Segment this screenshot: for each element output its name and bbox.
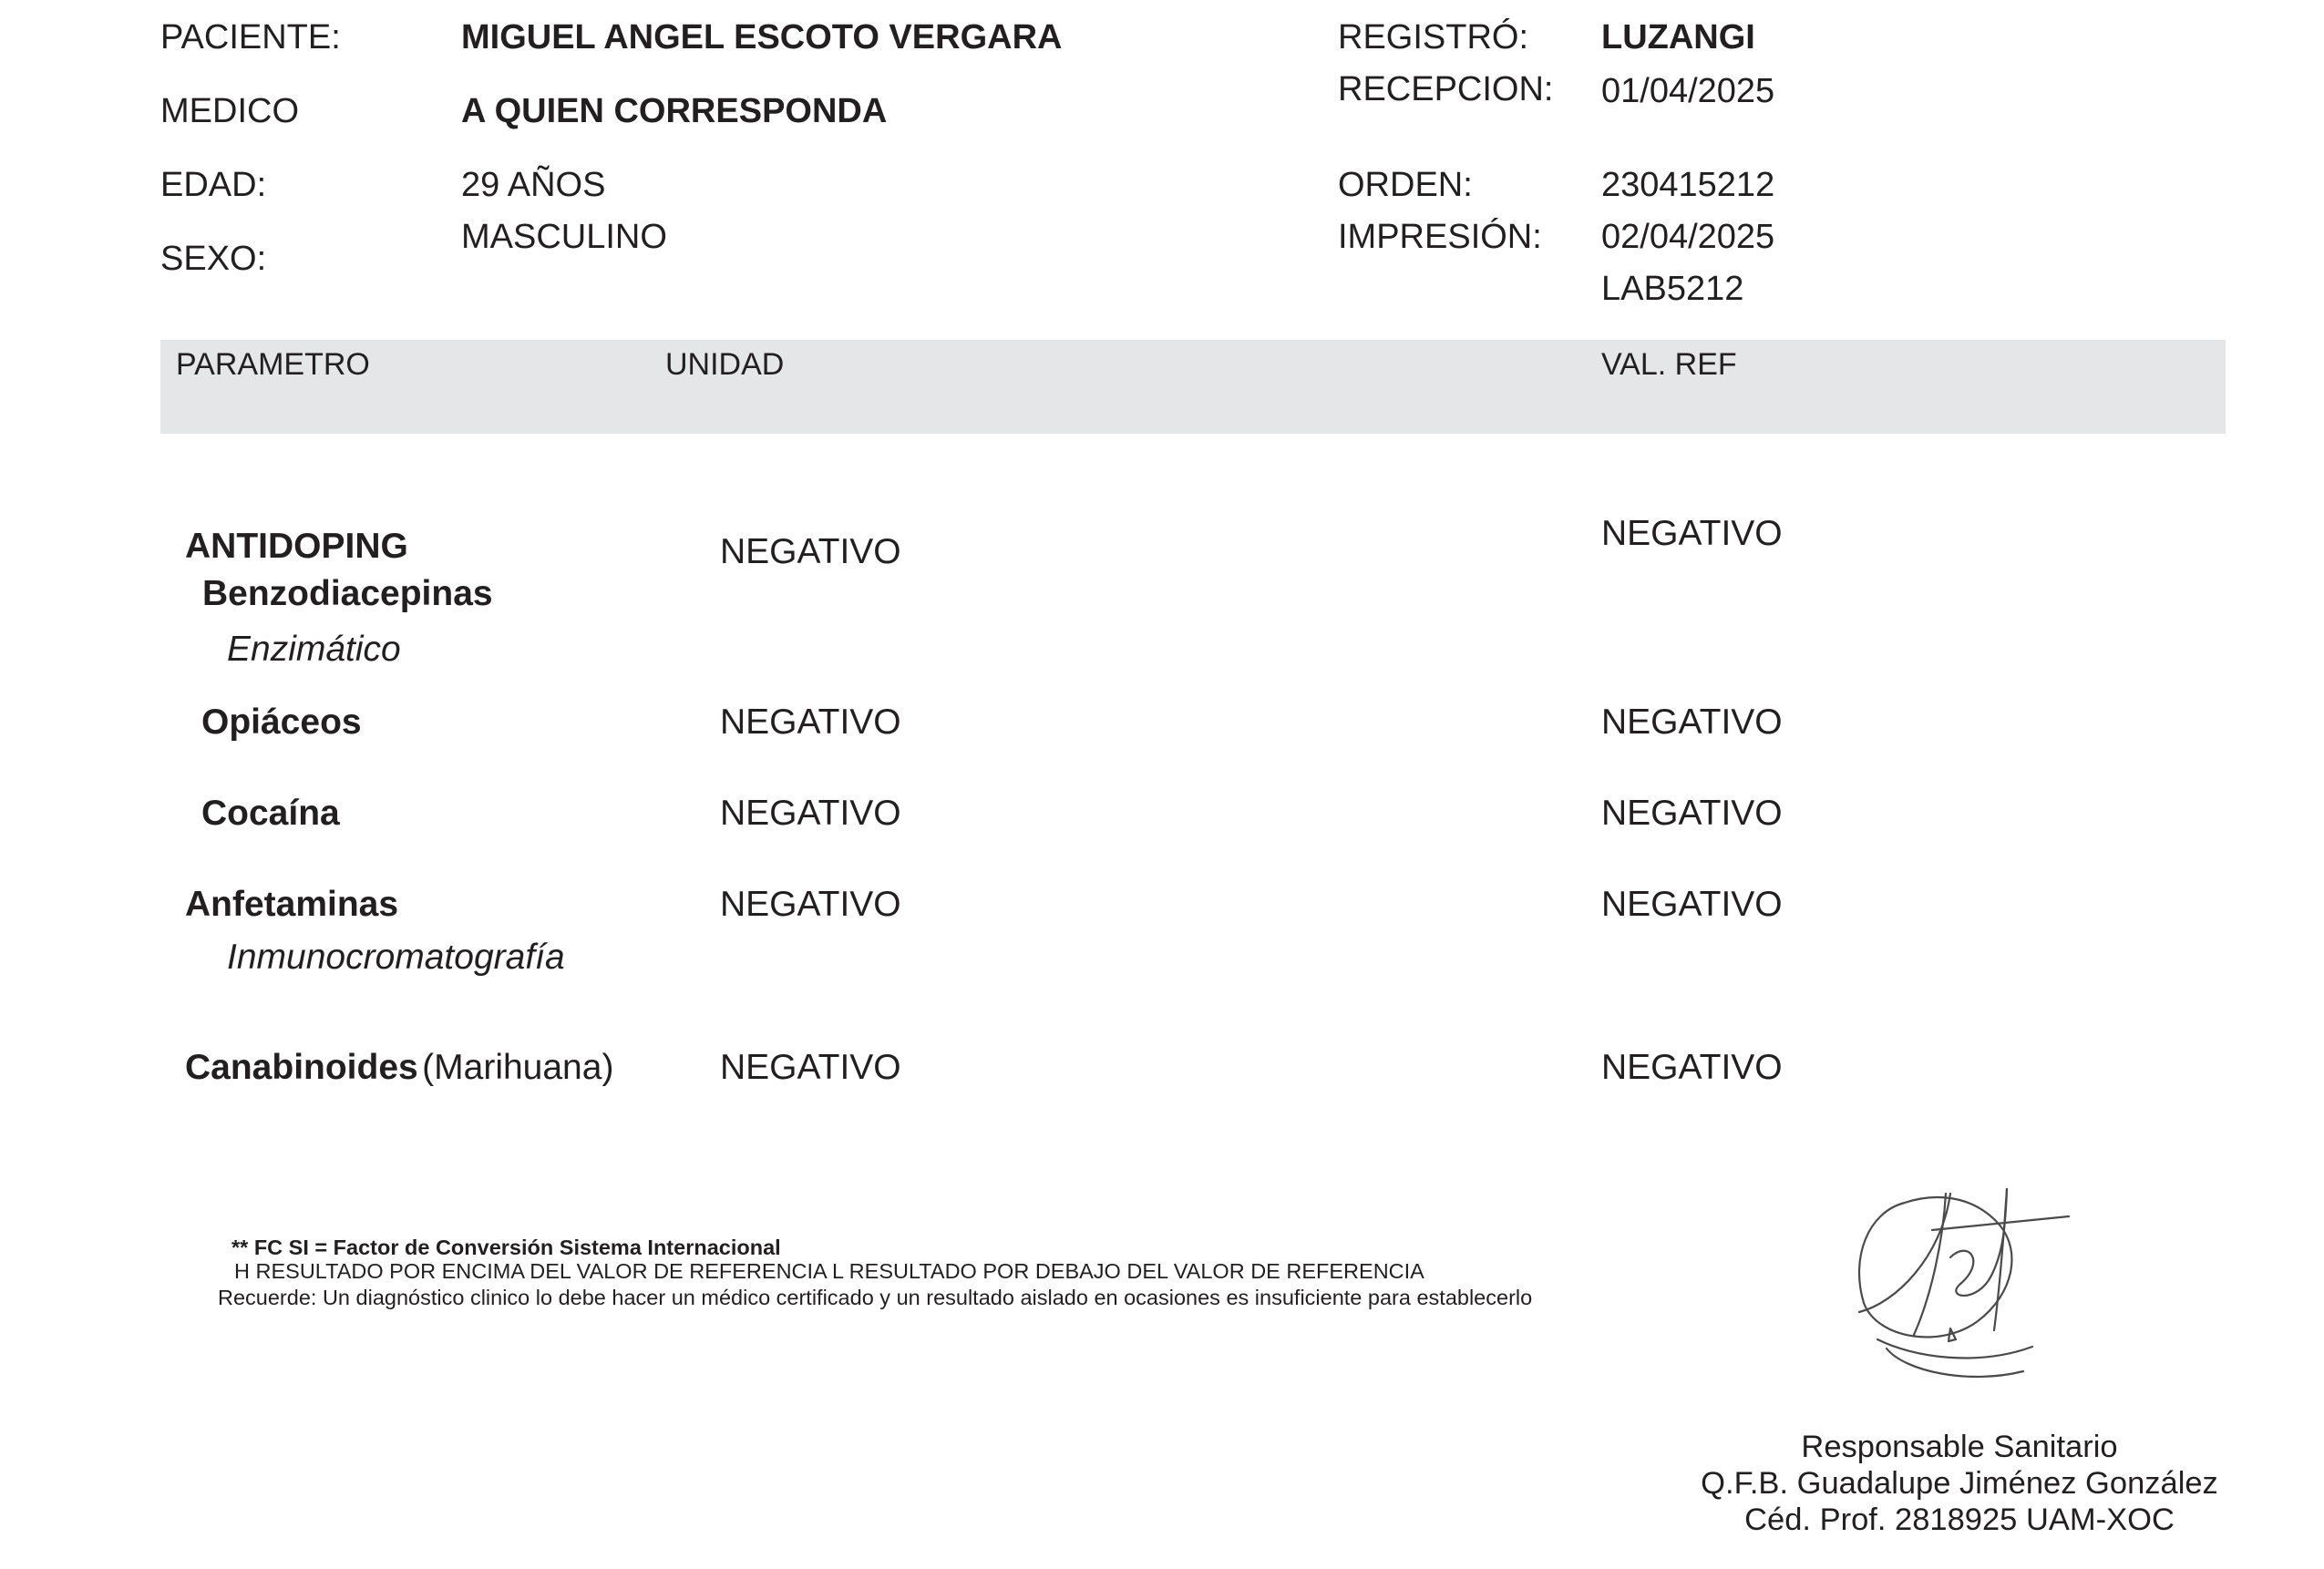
column-parametro: PARAMETRO [176, 347, 370, 382]
lab-code: LAB5212 [1601, 270, 1744, 308]
test-method: Inmunocromatografía [227, 938, 565, 977]
test-reference: NEGATIVO [1601, 1048, 1783, 1087]
print-date: 02/04/2025 [1601, 218, 1775, 256]
test-name-group [185, 1050, 613, 1085]
test-result: NEGATIVO [720, 885, 901, 924]
test-reference: NEGATIVO [1601, 702, 1783, 742]
sex-value: MASCULINO [461, 218, 667, 256]
test-reference: NEGATIVO [1601, 794, 1783, 833]
test-result: NEGATIVO [720, 702, 901, 742]
order-number: 230415212 [1601, 166, 1775, 204]
doctor-label: MEDICO [160, 92, 299, 130]
reception-label: RECEPCION: [1338, 70, 1554, 108]
column-unidad: UNIDAD [665, 347, 785, 382]
registered-by-value: LUZANGI [1601, 18, 1755, 56]
responsible-block [1640, 1429, 2278, 1538]
patient-label: PACIENTE: [160, 18, 341, 56]
test-reference: NEGATIVO [1601, 514, 1783, 553]
test-name: Cocaína [201, 794, 340, 833]
order-label: ORDEN: [1338, 166, 1473, 204]
test-group-title: ANTIDOPING [185, 527, 408, 566]
responsible-name: Q.F.B. Guadalupe Jiménez González [1701, 1466, 2218, 1501]
footnote-disclaimer: Recuerde: Un diagnóstico clinico lo debe hacer un médico certificado y un resultado aislado en ocasiones es insuficiente para establecerlo [218, 1286, 1533, 1309]
test-result: NEGATIVO [720, 1048, 901, 1087]
footnote-flags: H RESULTADO POR ENCIMA DEL VALOR DE REFERENCIA L RESULTADO POR DEBAJO DEL VALOR DE REFERENCIA [234, 1259, 1424, 1283]
reception-date: 01/04/2025 [1601, 72, 1775, 110]
test-result: NEGATIVO [720, 532, 901, 571]
print-label: IMPRESIÓN: [1338, 218, 1542, 256]
responsible-title: Responsable Sanitario [1801, 1430, 2118, 1464]
test-name: Benzodiacepinas [202, 574, 493, 613]
age-label: EDAD: [160, 166, 267, 204]
test-name: Anfetaminas [185, 885, 399, 924]
age-value: 29 AÑOS [461, 166, 606, 204]
test-reference: NEGATIVO [1601, 885, 1783, 924]
responsible-license: Céd. Prof. 2818925 UAM-XOC [1744, 1502, 2175, 1537]
test-qualifier: (Marihuana) [422, 1048, 614, 1087]
test-result: NEGATIVO [720, 794, 901, 833]
registered-by-label: REGISTRÓ: [1338, 18, 1529, 56]
test-method: Enzimático [227, 630, 401, 669]
doctor-name: A QUIEN CORRESPONDA [461, 92, 888, 130]
test-name: Opiáceos [201, 702, 362, 742]
column-val-ref: VAL. REF [1601, 347, 1737, 382]
table-header [160, 340, 2226, 434]
signature-image [1841, 1175, 2133, 1394]
patient-name: MIGUEL ANGEL ESCOTO VERGARA [461, 18, 1063, 56]
test-name: Canabinoides [185, 1048, 418, 1087]
footnote-conversion: ** FC SI = Factor de Conversión Sistema Internacional [231, 1236, 781, 1259]
sex-label: SEXO: [160, 240, 267, 278]
